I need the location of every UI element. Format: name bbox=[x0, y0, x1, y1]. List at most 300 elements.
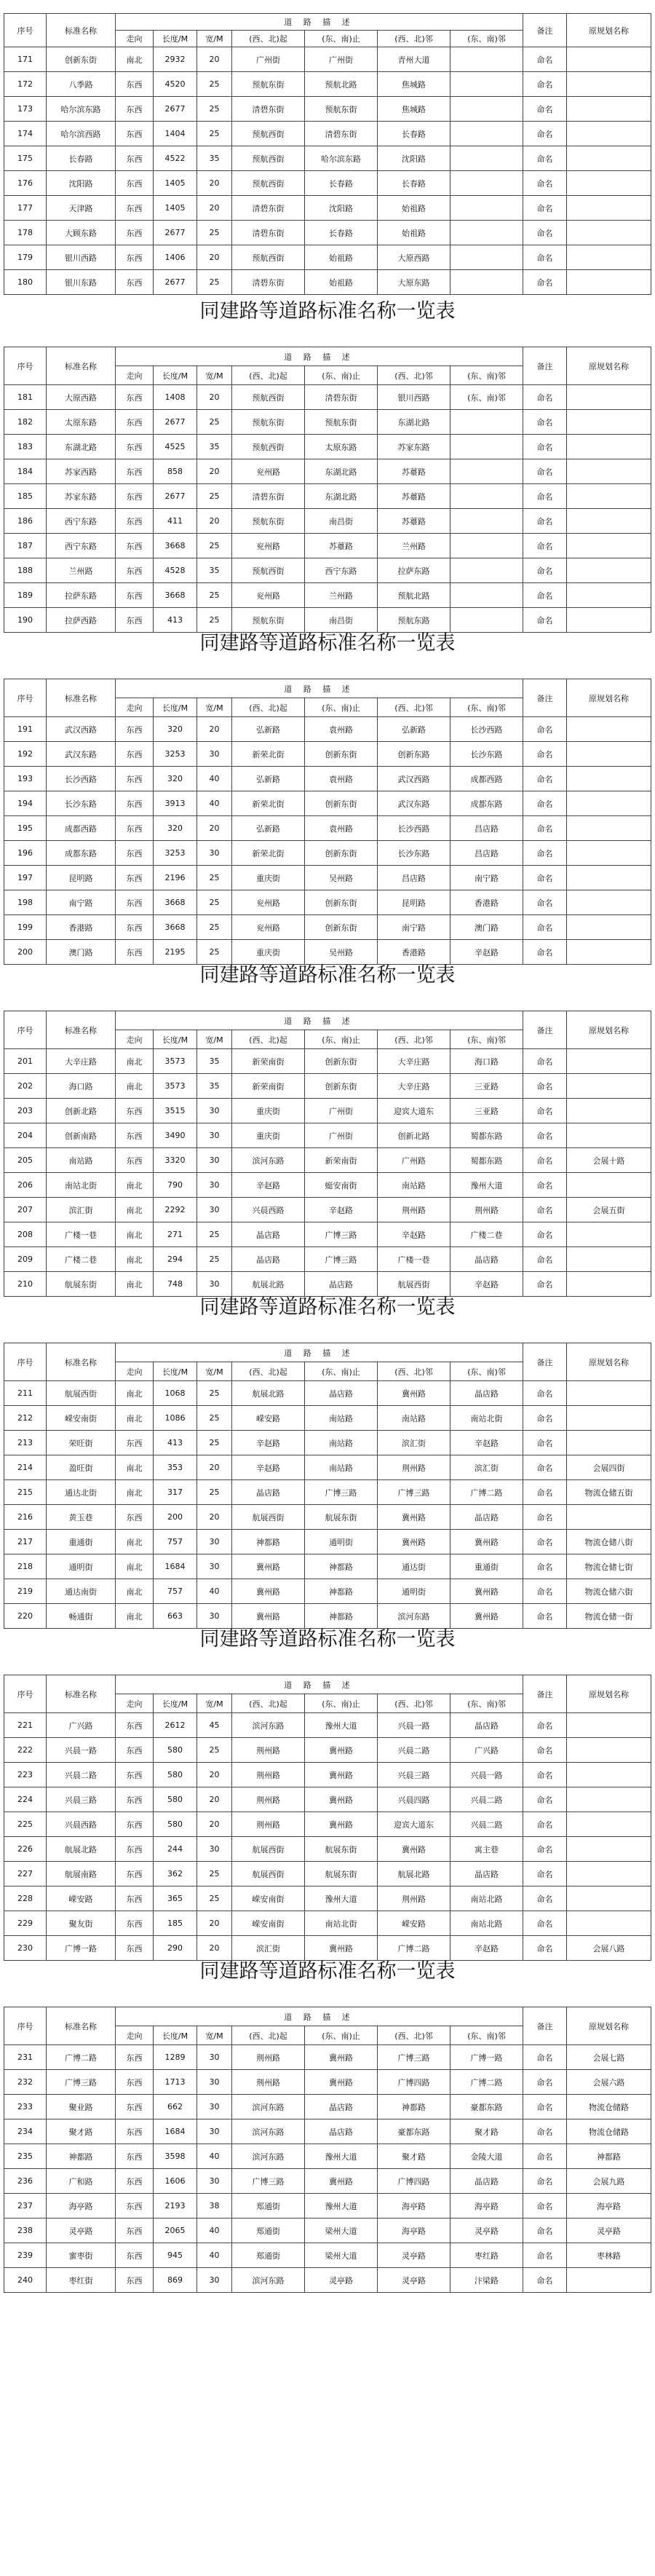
cell-to: 冀州路 bbox=[305, 1936, 378, 1961]
cell-south: 澳门路 bbox=[450, 915, 523, 940]
cell-south bbox=[450, 245, 523, 270]
cell-south bbox=[450, 410, 523, 435]
cell-old-name: 海亭路 bbox=[567, 2194, 651, 2219]
cell-width: 35 bbox=[197, 146, 232, 171]
cell-note: 命名 bbox=[523, 410, 567, 435]
cell-north: 大原东路 bbox=[378, 270, 450, 295]
table-header-row bbox=[4, 347, 651, 366]
cell-length: 320 bbox=[154, 767, 197, 791]
cell-from: 荆州路 bbox=[232, 1787, 305, 1812]
cell-width: 20 bbox=[197, 171, 232, 196]
cell-note: 命名 bbox=[523, 1812, 567, 1837]
cell-note: 命名 bbox=[523, 534, 567, 558]
cell-width: 25 bbox=[197, 1480, 232, 1505]
cell-width: 20 bbox=[197, 1787, 232, 1812]
cell-width: 25 bbox=[197, 1381, 232, 1406]
cell-name: 通明街 bbox=[47, 1554, 116, 1579]
cell-note: 命名 bbox=[523, 1738, 567, 1763]
cell-length: 2193 bbox=[154, 2194, 197, 2219]
header-note: 备注 bbox=[523, 1343, 567, 1381]
cell-to: 冀州路 bbox=[305, 1763, 378, 1787]
cell-seq: 172 bbox=[4, 72, 47, 97]
cell-to: 神都路 bbox=[305, 1579, 378, 1604]
cell-north: 昆明路 bbox=[378, 890, 450, 915]
cell-direction: 东西 bbox=[116, 435, 154, 459]
header-from: (西、北)起 bbox=[232, 31, 305, 47]
cell-note: 命名 bbox=[523, 940, 567, 965]
cell-name: 成都东路 bbox=[47, 841, 116, 866]
cell-to: 沈阳路 bbox=[305, 196, 378, 221]
cell-from: 重庆街 bbox=[232, 1123, 305, 1148]
cell-length: 945 bbox=[154, 2243, 197, 2268]
cell-width: 20 bbox=[197, 385, 232, 410]
cell-length: 320 bbox=[154, 816, 197, 841]
cell-to: 广博三路 bbox=[305, 1247, 378, 1272]
cell-north: 广博三路 bbox=[378, 1480, 450, 1505]
cell-width: 30 bbox=[197, 1123, 232, 1148]
cell-to: 创新东街 bbox=[305, 791, 378, 816]
cell-name: 苏家西路 bbox=[47, 459, 116, 484]
cell-to: 南站路 bbox=[305, 1431, 378, 1455]
cell-to: 冀州路 bbox=[305, 2070, 378, 2095]
cell-from: 新荣南街 bbox=[232, 1074, 305, 1099]
cell-width: 30 bbox=[197, 2169, 232, 2194]
cell-seq: 180 bbox=[4, 270, 47, 295]
cell-south: 晶店路 bbox=[450, 1713, 523, 1738]
cell-north: 苏家东路 bbox=[378, 435, 450, 459]
cell-length: 3668 bbox=[154, 534, 197, 558]
header-name: 标准名称 bbox=[47, 1011, 116, 1049]
cell-seq: 239 bbox=[4, 2243, 47, 2268]
header-from: (西、北)起 bbox=[232, 2026, 305, 2045]
cell-length: 1713 bbox=[154, 2070, 197, 2095]
cell-north: 神都路 bbox=[378, 2095, 450, 2119]
cell-seq: 229 bbox=[4, 1911, 47, 1936]
cell-width: 20 bbox=[197, 1455, 232, 1480]
cell-name: 昆明路 bbox=[47, 866, 116, 890]
cell-north: 嵘安路 bbox=[378, 1911, 450, 1936]
cell-from: 兖州路 bbox=[232, 583, 305, 608]
cell-name: 西宁东路 bbox=[47, 534, 116, 558]
table-header-row bbox=[4, 1011, 651, 1030]
cell-old-name bbox=[567, 97, 651, 122]
header-note: 备注 bbox=[523, 2007, 567, 2045]
cell-direction: 东西 bbox=[116, 583, 154, 608]
cell-seq: 233 bbox=[4, 2095, 47, 2119]
cell-from: 晶店路 bbox=[232, 1247, 305, 1272]
table-row bbox=[4, 1074, 651, 1099]
cell-from: 清碧东街 bbox=[232, 270, 305, 295]
table-title: 同建路等道路标准名称一览表 bbox=[199, 632, 456, 655]
cell-north: 武汉西路 bbox=[378, 767, 450, 791]
cell-name: 兴晨西路 bbox=[47, 1812, 116, 1837]
cell-to: 南昌街 bbox=[305, 509, 378, 534]
cell-old-name bbox=[567, 742, 651, 767]
cell-old-name: 物流仓储路 bbox=[567, 2095, 651, 2119]
cell-south: 昌店路 bbox=[450, 841, 523, 866]
cell-from: 预航东街 bbox=[232, 410, 305, 435]
table-row bbox=[4, 1173, 651, 1198]
cell-from: 嵘安南街 bbox=[232, 1886, 305, 1911]
cell-old-name bbox=[567, 1505, 651, 1530]
cell-width: 30 bbox=[197, 2268, 232, 2293]
cell-north: 兴晨二路 bbox=[378, 1738, 450, 1763]
cell-seq: 196 bbox=[4, 841, 47, 866]
cell-seq: 199 bbox=[4, 915, 47, 940]
cell-note: 命名 bbox=[523, 1123, 567, 1148]
cell-to: 通明街 bbox=[305, 1530, 378, 1554]
cell-south: 滨汇街 bbox=[450, 1455, 523, 1480]
cell-length: 362 bbox=[154, 1862, 197, 1886]
cell-to: 袁州路 bbox=[305, 767, 378, 791]
cell-old-name bbox=[567, 583, 651, 608]
cell-note: 命名 bbox=[523, 1049, 567, 1074]
cell-from: 航展北路 bbox=[232, 1272, 305, 1297]
table-row bbox=[4, 410, 651, 435]
cell-width: 35 bbox=[197, 1049, 232, 1074]
cell-old-name bbox=[567, 890, 651, 915]
cell-south: 辛赵路 bbox=[450, 1431, 523, 1455]
cell-old-name: 物流仓储五街 bbox=[567, 1480, 651, 1505]
cell-from: 新荣北街 bbox=[232, 791, 305, 816]
cell-seq: 191 bbox=[4, 717, 47, 742]
cell-south: 广博二路 bbox=[450, 1480, 523, 1505]
cell-south: 辛赵路 bbox=[450, 940, 523, 965]
cell-from: 广博三路 bbox=[232, 2169, 305, 2194]
cell-length: 1684 bbox=[154, 2119, 197, 2144]
cell-note: 命名 bbox=[523, 866, 567, 890]
cell-to: 冀州路 bbox=[305, 2169, 378, 2194]
cell-seq: 185 bbox=[4, 484, 47, 509]
table-row bbox=[4, 890, 651, 915]
cell-south bbox=[450, 221, 523, 245]
cell-direction: 东西 bbox=[116, 2095, 154, 2119]
cell-name: 沈阳路 bbox=[47, 171, 116, 196]
cell-width: 25 bbox=[197, 1222, 232, 1247]
table-header-row bbox=[4, 2007, 651, 2026]
cell-south bbox=[450, 435, 523, 459]
table-row bbox=[4, 146, 651, 171]
table-row bbox=[4, 2070, 651, 2095]
cell-note: 命名 bbox=[523, 1099, 567, 1123]
cell-from: 冀州路 bbox=[232, 1554, 305, 1579]
header-south: (东、南)邻 bbox=[450, 31, 523, 47]
cell-length: 3573 bbox=[154, 1074, 197, 1099]
cell-length: 2292 bbox=[154, 1198, 197, 1222]
cell-length: 580 bbox=[154, 1812, 197, 1837]
cell-to: 广博三路 bbox=[305, 1480, 378, 1505]
header-seq: 序号 bbox=[4, 347, 47, 385]
cell-south: 晶店路 bbox=[450, 2169, 523, 2194]
cell-note: 命名 bbox=[523, 915, 567, 940]
cell-width: 25 bbox=[197, 890, 232, 915]
cell-width: 30 bbox=[197, 1837, 232, 1862]
cell-from: 嵘安路 bbox=[232, 1406, 305, 1431]
cell-width: 25 bbox=[197, 484, 232, 509]
cell-from: 预航西街 bbox=[232, 385, 305, 410]
cell-south: 广兴路 bbox=[450, 1738, 523, 1763]
cell-south: 兴晨二路 bbox=[450, 1812, 523, 1837]
cell-note: 命名 bbox=[523, 1530, 567, 1554]
cell-direction: 南北 bbox=[116, 1455, 154, 1480]
header-note: 备注 bbox=[523, 347, 567, 385]
cell-old-name bbox=[567, 245, 651, 270]
table-row bbox=[4, 1579, 651, 1604]
cell-seq: 177 bbox=[4, 196, 47, 221]
cell-width: 30 bbox=[197, 1099, 232, 1123]
cell-direction: 南北 bbox=[116, 1222, 154, 1247]
cell-to: 太原东路 bbox=[305, 435, 378, 459]
cell-to: 晶店路 bbox=[305, 1381, 378, 1406]
cell-north: 苏薹路 bbox=[378, 459, 450, 484]
cell-old-name bbox=[567, 146, 651, 171]
cell-north: 广博二路 bbox=[378, 1936, 450, 1961]
cell-south bbox=[450, 459, 523, 484]
cell-note: 命名 bbox=[523, 47, 567, 72]
cell-width: 25 bbox=[197, 122, 232, 146]
cell-name: 南站路 bbox=[47, 1148, 116, 1173]
cell-south: 广楼二巷 bbox=[450, 1222, 523, 1247]
cell-width: 30 bbox=[197, 2070, 232, 2095]
cell-name: 盈旺街 bbox=[47, 1455, 116, 1480]
cell-seq: 188 bbox=[4, 558, 47, 583]
cell-length: 1684 bbox=[154, 1554, 197, 1579]
cell-direction: 东西 bbox=[116, 97, 154, 122]
cell-south: 辛赵路 bbox=[450, 1936, 523, 1961]
cell-old-name bbox=[567, 385, 651, 410]
header-length: 长度/M bbox=[154, 366, 197, 385]
cell-name: 航展南路 bbox=[47, 1862, 116, 1886]
cell-south: 豫州大道 bbox=[450, 1173, 523, 1198]
header-direction: 走向 bbox=[116, 2026, 154, 2045]
cell-from: 预航东街 bbox=[232, 608, 305, 633]
cell-width: 25 bbox=[197, 1247, 232, 1272]
cell-width: 35 bbox=[197, 435, 232, 459]
table-row bbox=[4, 1099, 651, 1123]
cell-old-name bbox=[567, 1099, 651, 1123]
cell-seq: 194 bbox=[4, 791, 47, 816]
cell-old-name: 物流仓储六街 bbox=[567, 1579, 651, 1604]
cell-to: 广州街 bbox=[305, 47, 378, 72]
cell-direction: 东西 bbox=[116, 1738, 154, 1763]
cell-to: 创新东街 bbox=[305, 915, 378, 940]
cell-south: 长沙西路 bbox=[450, 717, 523, 742]
cell-to: 航展东街 bbox=[305, 1505, 378, 1530]
table-row bbox=[4, 1554, 651, 1579]
cell-to: 哈尔滨东路 bbox=[305, 146, 378, 171]
table-row bbox=[4, 435, 651, 459]
table-row bbox=[4, 583, 651, 608]
cell-name: 嵘安路 bbox=[47, 1886, 116, 1911]
cell-seq: 205 bbox=[4, 1148, 47, 1173]
cell-name: 南宁路 bbox=[47, 890, 116, 915]
cell-old-name: 物流仓储路 bbox=[567, 2119, 651, 2144]
cell-note: 命名 bbox=[523, 1455, 567, 1480]
cell-to: 始祖路 bbox=[305, 245, 378, 270]
header-note: 备注 bbox=[523, 14, 567, 47]
cell-length: 2612 bbox=[154, 1713, 197, 1738]
cell-seq: 226 bbox=[4, 1837, 47, 1862]
cell-to: 苏薹路 bbox=[305, 534, 378, 558]
cell-north: 南站路 bbox=[378, 1406, 450, 1431]
cell-north: 拉萨东路 bbox=[378, 558, 450, 583]
header-note: 备注 bbox=[523, 679, 567, 717]
cell-note: 命名 bbox=[523, 435, 567, 459]
cell-direction: 东西 bbox=[116, 146, 154, 171]
header-name: 标准名称 bbox=[47, 1343, 116, 1381]
cell-note: 命名 bbox=[523, 2070, 567, 2095]
table-row bbox=[4, 742, 651, 767]
cell-length: 2677 bbox=[154, 97, 197, 122]
header-desc: 道 路 描 述 bbox=[116, 14, 523, 31]
cell-direction: 东西 bbox=[116, 816, 154, 841]
cell-seq: 198 bbox=[4, 890, 47, 915]
cell-direction: 南北 bbox=[116, 1247, 154, 1272]
header-direction: 走向 bbox=[116, 366, 154, 385]
cell-north: 荆州路 bbox=[378, 1198, 450, 1222]
cell-note: 命名 bbox=[523, 1886, 567, 1911]
table-row bbox=[4, 1530, 651, 1554]
header-name: 标准名称 bbox=[47, 14, 116, 47]
cell-south: 兴晨二路 bbox=[450, 1787, 523, 1812]
cell-north: 沈阳路 bbox=[378, 146, 450, 171]
cell-note: 命名 bbox=[523, 2045, 567, 2070]
table-row bbox=[4, 2144, 651, 2169]
table-row bbox=[4, 2045, 651, 2070]
cell-width: 20 bbox=[197, 509, 232, 534]
cell-south: 枣红路 bbox=[450, 2243, 523, 2268]
cell-name: 广楼一巷 bbox=[47, 1222, 116, 1247]
cell-width: 25 bbox=[197, 583, 232, 608]
cell-south: 广博二路 bbox=[450, 2070, 523, 2095]
cell-direction: 东西 bbox=[116, 2070, 154, 2095]
cell-name: 神都路 bbox=[47, 2144, 116, 2169]
cell-seq: 216 bbox=[4, 1505, 47, 1530]
cell-from: 预航西街 bbox=[232, 171, 305, 196]
header-to: (东、南)止 bbox=[305, 1694, 378, 1713]
cell-name: 长春路 bbox=[47, 146, 116, 171]
cell-north: 荆州路 bbox=[378, 1886, 450, 1911]
cell-from: 辛赵路 bbox=[232, 1455, 305, 1480]
cell-note: 命名 bbox=[523, 2219, 567, 2243]
cell-length: 757 bbox=[154, 1579, 197, 1604]
cell-old-name bbox=[567, 509, 651, 534]
cell-south: 重通街 bbox=[450, 1554, 523, 1579]
cell-south: 广博一路 bbox=[450, 2045, 523, 2070]
road-name-table bbox=[4, 1011, 651, 1297]
cell-to: 兰州路 bbox=[305, 583, 378, 608]
cell-name: 嵘安南街 bbox=[47, 1406, 116, 1431]
cell-seq: 193 bbox=[4, 767, 47, 791]
cell-note: 命名 bbox=[523, 1763, 567, 1787]
cell-seq: 227 bbox=[4, 1862, 47, 1886]
cell-old-name bbox=[567, 1862, 651, 1886]
cell-to: 东湖北路 bbox=[305, 484, 378, 509]
cell-to: 始祖路 bbox=[305, 270, 378, 295]
cell-width: 30 bbox=[197, 1173, 232, 1198]
table-row bbox=[4, 72, 651, 97]
table-row bbox=[4, 2243, 651, 2268]
cell-width: 20 bbox=[197, 816, 232, 841]
cell-width: 20 bbox=[197, 245, 232, 270]
table-row bbox=[4, 717, 651, 742]
cell-old-name bbox=[567, 2268, 651, 2293]
cell-width: 20 bbox=[197, 717, 232, 742]
cell-direction: 东西 bbox=[116, 2268, 154, 2293]
cell-width: 40 bbox=[197, 1579, 232, 1604]
cell-seq: 221 bbox=[4, 1713, 47, 1738]
cell-length: 294 bbox=[154, 1247, 197, 1272]
cell-length: 185 bbox=[154, 1911, 197, 1936]
table-title: 同建路等道路标准名称一览表 bbox=[199, 1296, 456, 1319]
cell-length: 2677 bbox=[154, 484, 197, 509]
cell-name: 航展西街 bbox=[47, 1381, 116, 1406]
cell-north: 弘新路 bbox=[378, 717, 450, 742]
cell-seq: 189 bbox=[4, 583, 47, 608]
cell-width: 25 bbox=[197, 72, 232, 97]
cell-from: 晶店路 bbox=[232, 1222, 305, 1247]
cell-direction: 东西 bbox=[116, 1837, 154, 1862]
table-row bbox=[4, 915, 651, 940]
cell-seq: 195 bbox=[4, 816, 47, 841]
cell-direction: 东西 bbox=[116, 2144, 154, 2169]
cell-width: 25 bbox=[197, 221, 232, 245]
cell-to: 长春路 bbox=[305, 171, 378, 196]
cell-name: 兴晨二路 bbox=[47, 1763, 116, 1787]
cell-length: 244 bbox=[154, 1837, 197, 1862]
cell-direction: 东西 bbox=[116, 1099, 154, 1123]
cell-to: 袁州路 bbox=[305, 816, 378, 841]
cell-old-name bbox=[567, 47, 651, 72]
cell-from: 清碧东街 bbox=[232, 484, 305, 509]
cell-from: 弘新路 bbox=[232, 767, 305, 791]
cell-to: 冀州路 bbox=[305, 1787, 378, 1812]
cell-direction: 东西 bbox=[116, 1505, 154, 1530]
cell-to: 清碧东街 bbox=[305, 385, 378, 410]
table-row bbox=[4, 1406, 651, 1431]
table-row bbox=[4, 1505, 651, 1530]
cell-from: 清碧东街 bbox=[232, 196, 305, 221]
cell-old-name: 物流仓储一街 bbox=[567, 1604, 651, 1629]
cell-from: 预航东街 bbox=[232, 509, 305, 534]
cell-note: 命名 bbox=[523, 1554, 567, 1579]
header-south: (东、南)邻 bbox=[450, 1030, 523, 1049]
cell-north: 始祖路 bbox=[378, 196, 450, 221]
header-old-name: 原规划名称 bbox=[567, 1011, 651, 1049]
cell-north: 昌店路 bbox=[378, 866, 450, 890]
cell-to: 创新东街 bbox=[305, 1049, 378, 1074]
cell-name: 哈尔滨西路 bbox=[47, 122, 116, 146]
cell-north: 大辛庄路 bbox=[378, 1049, 450, 1074]
cell-south: 成都东路 bbox=[450, 791, 523, 816]
cell-from: 郑通街 bbox=[232, 2219, 305, 2243]
cell-width: 25 bbox=[197, 1886, 232, 1911]
cell-north: 聚才路 bbox=[378, 2144, 450, 2169]
cell-north: 冀州路 bbox=[378, 1505, 450, 1530]
cell-length: 4520 bbox=[154, 72, 197, 97]
cell-direction: 东西 bbox=[116, 1123, 154, 1148]
cell-name: 兴晨一路 bbox=[47, 1738, 116, 1763]
header-desc: 道 路 描 述 bbox=[116, 1011, 523, 1030]
header-length: 长度/M bbox=[154, 698, 197, 717]
cell-note: 命名 bbox=[523, 1505, 567, 1530]
cell-north: 迎宾大道东 bbox=[378, 1812, 450, 1837]
cell-note: 命名 bbox=[523, 1074, 567, 1099]
cell-south: 荆州路 bbox=[450, 1198, 523, 1222]
table-row bbox=[4, 270, 651, 295]
cell-note: 命名 bbox=[523, 72, 567, 97]
cell-from: 郑通街 bbox=[232, 2194, 305, 2219]
